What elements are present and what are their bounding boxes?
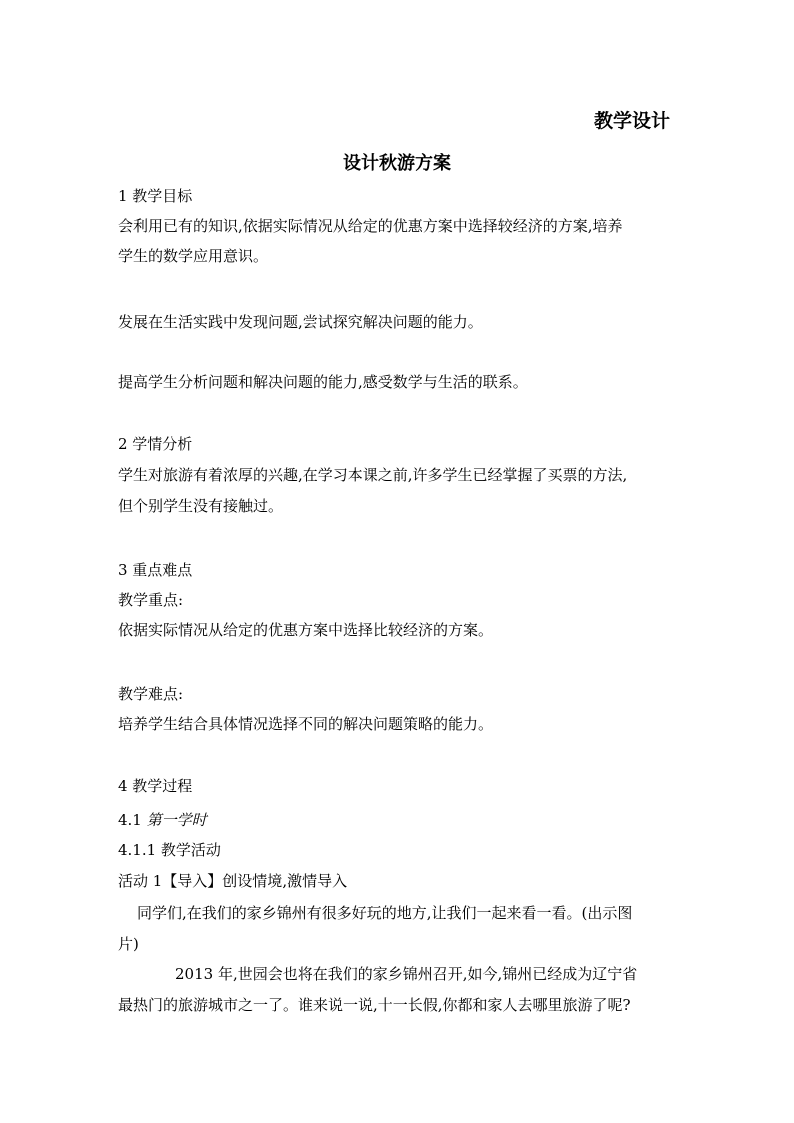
document-title: 设计秋游方案 <box>343 153 451 174</box>
difficulty-label: 教学难点: <box>118 685 184 703</box>
expo-paragraph-line-2: 最热门的旅游城市之一了。谁来说一说,十一长假,你都和家人去哪里旅游了呢? <box>118 996 631 1014</box>
analysis-line-2: 但个别学生没有接触过。 <box>118 497 284 515</box>
section-heading-keypoints: 3 重点难点 <box>118 561 193 579</box>
focus-label: 教学重点: <box>118 591 184 609</box>
subsection-title: 第一学时 <box>146 811 207 829</box>
section-heading-process: 4 教学过程 <box>118 777 193 795</box>
subsection-first-lesson <box>118 810 678 830</box>
objectives-paragraph-3: 提高学生分析问题和解决问题的能力,感受数学与生活的联系。 <box>118 373 528 391</box>
activity-1-heading: 活动 1【导入】创设情境,激情导入 <box>118 872 348 890</box>
focus-text: 依据实际情况从给定的优惠方案中选择比较经济的方案。 <box>118 621 494 639</box>
objectives-paragraph-1-line-2: 学生的数学应用意识。 <box>118 247 269 265</box>
analysis-line-1: 学生对旅游有着浓厚的兴趣,在学习本课之前,许多学生已经掌握了买票的方法, <box>118 466 628 484</box>
section-heading-analysis: 2 学情分析 <box>118 435 193 453</box>
subsection-number: 4.1 <box>118 811 147 829</box>
subsection-teaching-activities: 4.1.1 教学活动 <box>118 841 221 859</box>
difficulty-text: 培养学生结合具体情况选择不同的解决问题策略的能力。 <box>118 715 494 733</box>
header-title: 教学设计 <box>594 110 671 132</box>
objectives-paragraph-1-line-1: 会利用已有的知识,依据实际情况从给定的优惠方案中选择较经济的方案,培养 <box>118 217 623 235</box>
intro-paragraph-line-1: 同学们,在我们的家乡锦州有很多好玩的地方,让我们一起来看一看。(出示图 <box>137 904 633 922</box>
objectives-paragraph-2: 发展在生活实践中发现问题,尝试探究解决问题的能力。 <box>118 313 483 331</box>
intro-paragraph-line-2: 片) <box>118 935 139 953</box>
expo-paragraph-line-1: 2013 年,世园会也将在我们的家乡锦州召开,如今,锦州已经成为辽宁省 <box>175 965 638 983</box>
section-heading-objectives: 1 教学目标 <box>118 187 193 205</box>
